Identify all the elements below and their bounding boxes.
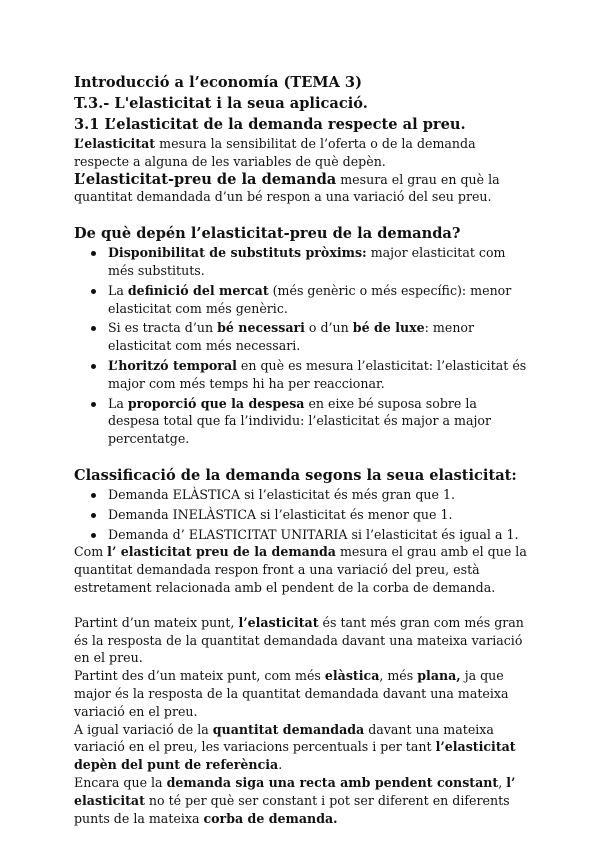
list-item: La definició del mercat (més genèric o més específic): menor elasticitat com més genèric.: [74, 282, 528, 318]
list-item: Demanda d’ ELASTICITAT UNITARIA si l’elasticitat és igual a 1.: [74, 526, 528, 544]
bullet-icon: [91, 251, 96, 256]
slope-relation-paragraph: Com l’ elasticitat preu de la demanda mesura el grau amb el que la quantitat demandada respon front a una variació del preu, està estretament relacionada amb el pendent de la corba de demanda.: [74, 544, 527, 595]
classification-heading: Classificació de la demanda segons la seua elasticitat:: [74, 466, 517, 484]
bullet-icon: [91, 402, 96, 407]
section-title: 3.1 L’elasticitat de la demanda respecte al preu.: [74, 116, 466, 133]
bullet-icon: [91, 513, 96, 518]
determinants-heading: De què depén l’elasticitat-preu de la demanda?: [74, 225, 461, 243]
same-point-paragraph: Partint d’un mateix punt, l’elasticitat és tant més gran com més gran és la resposta de la quantitat demandada davant una mateixa variació en el preu.: [74, 614, 524, 666]
list-item: Demanda INELÀSTICA si l’elasticitat és menor que 1.: [74, 506, 528, 524]
list-item: L’horitzó temporal en què es mesura l’elasticitat: l’elasticitat és major com més temps hi ha per reaccionar.: [74, 357, 528, 393]
list-item: Si es tracta d’un bé necessari o d’un bé de luxe: menor elasticitat com més necessari.: [74, 319, 528, 355]
unit-title: T.3.- L'elasticitat i la seua aplicació.: [74, 95, 368, 112]
reference-point-paragraph: A igual variació de la quantitat demandada davant una mateixa variació en el preu, les variacions percentuals i per tant l’elasticitat depèn del punt de referència.: [74, 721, 516, 773]
price-elasticity-definition: L’elasticitat-preu de la demanda mesura el grau en què la quantitat demandada d’un bé respon a una variació del seu preu.: [74, 170, 500, 205]
bullet-icon: [91, 533, 96, 538]
list-item: Disponibilitat de substituts pròxims: major elasticitat com més substituts.: [74, 244, 528, 280]
bullet-icon: [91, 289, 96, 294]
course-title: Introducció a l’economía (TEMA 3): [74, 74, 362, 91]
determinants-list: [74, 244, 528, 448]
bullet-icon: [91, 364, 96, 369]
bullet-icon: [91, 326, 96, 331]
constant-slope-paragraph: Encara que la demanda siga una recta amb pendent constant, l’ elasticitat no té per què ser constant i pot ser diferent en diferents punts de la mateixa corba de demanda.: [74, 774, 516, 826]
flatness-paragraph: Partint des d’un mateix punt, com més elàstica, més plana, ja que major és la resposta de la quantitat demandada davant una mateixa variació en el preu.: [74, 668, 509, 719]
list-item: La proporció que la despesa en eixe bé suposa sobre la despesa total que fa l’individu: l’elasticitat és major a major percentatge.: [74, 395, 528, 448]
classification-list: [74, 486, 528, 543]
bullet-icon: [91, 493, 96, 498]
elasticity-definition: L’elasticitat mesura la sensibilitat de l’oferta o de la demanda respecte a alguna de les variables de què depèn.: [74, 136, 476, 169]
list-item: Demanda ELÀSTICA si l’elasticitat és més gran que 1.: [74, 486, 528, 504]
